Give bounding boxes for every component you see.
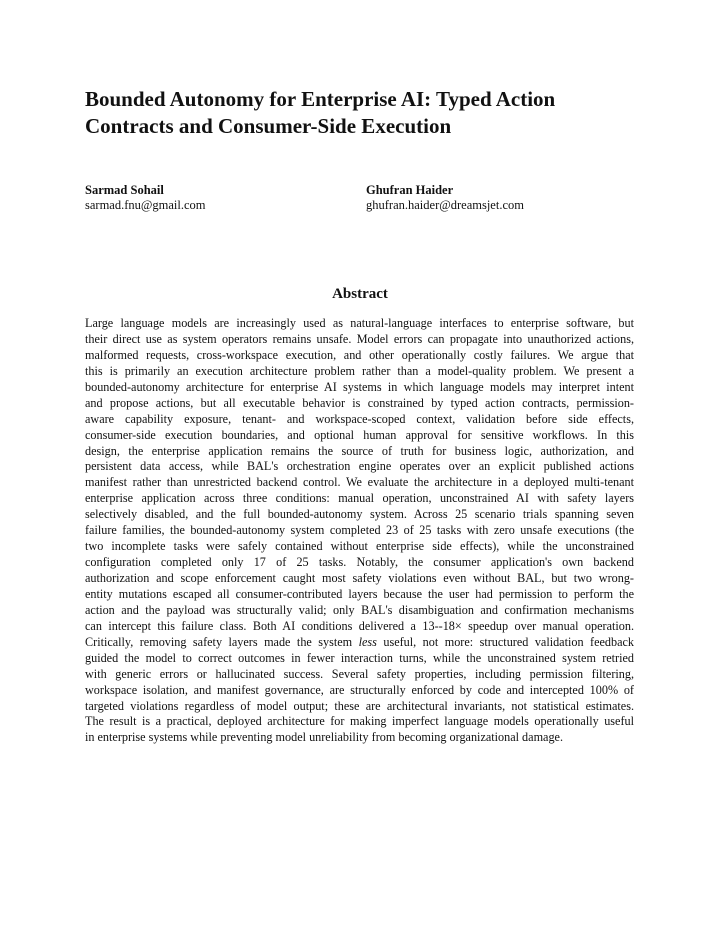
author-name-2: Ghufran Haider xyxy=(366,183,454,197)
paper-title-line-2: Contracts and Consumer-Side Execution xyxy=(85,114,452,138)
author-email-1: sarmad.fnu@gmail.com xyxy=(85,198,206,212)
abstract-line: persistent data access, while BAL's orchestration engine operates over an explicit published actions xyxy=(85,459,634,474)
author-block-2 xyxy=(366,183,524,213)
abstract-line: guided the model to correct outcomes in fewer interaction turns, while the unconstrained system retried xyxy=(85,650,634,665)
abstract-emphasis: less xyxy=(358,634,377,649)
abstract-line: bounded-autonomy architecture for enterprise AI systems in which language models may interpret intent xyxy=(85,379,634,394)
author-name-1: Sarmad Sohail xyxy=(85,183,164,197)
abstract-line: this is primarily an execution architecture problem rather than a model-quality problem. We present a xyxy=(85,363,634,378)
abstract-text: useful, not more: structured validation feedback xyxy=(376,634,634,649)
abstract-line: two incomplete tasks were safely contained without enterprise side effects), while the unconstrained xyxy=(85,539,634,554)
paper-title-line-1: Bounded Autonomy for Enterprise AI: Typed Action xyxy=(85,87,556,111)
abstract-line: manifest rather than unrestricted backend control. We evaluate the architecture in a deployed multi-tenant xyxy=(85,475,634,490)
abstract-line: The result is a practical, deployed architecture for making imperfect language models operationally useful xyxy=(85,714,634,729)
abstract-line: entity mutations escaped all consumer-contributed layers because the user had permission to perform the xyxy=(85,586,634,601)
abstract-line: their direct use as system operators remains unsafe. Model errors can propagate into unauthorized actions, xyxy=(85,331,634,346)
abstract-line: targeted violations regardless of model output; these are architectural invariants, not statistical estimates. xyxy=(85,698,634,713)
abstract-line xyxy=(85,635,634,651)
abstract-line: Large language models are increasingly used as natural-language interfaces to enterprise software, but xyxy=(85,316,634,330)
abstract-line: consumer-side execution boundaries, and optional human approval for sensitive workflows. In this xyxy=(85,427,634,442)
author-email-2: ghufran.haider@dreamsjet.com xyxy=(366,198,524,212)
abstract-line: workspace isolation, and manifest governance, are structurally enforced by code and intercepted 100% of xyxy=(85,682,634,697)
abstract-line: can intercept this failure class. Both AI conditions delivered a 13--18× speedup over manual operation. xyxy=(85,618,634,633)
abstract-line: action and the payload was structurally valid; only BAL's disambiguation and confirmation mechanisms xyxy=(85,602,634,617)
abstract-line: and propose actions, but all executable behavior is constrained by typed action contracts, permission- xyxy=(85,395,634,410)
abstract-body xyxy=(85,316,634,746)
abstract-line: malformed requests, cross-workspace execution, and other operationally costly failures. We argue that xyxy=(85,347,634,362)
abstract-line: enterprise application across three conditions: manual operation, unconstrained AI with safety layers xyxy=(85,491,634,506)
abstract-line: aware capability exposure, tenant- and workspace-scoped context, validation before side effects, xyxy=(85,411,634,426)
abstract-line: configuration completed only 17 of 25 tasks. Notably, the consumer application's own backend xyxy=(85,555,634,570)
paper-title xyxy=(85,86,645,140)
abstract-line: design, the enterprise application remains the source of truth for business logic, authorization, and xyxy=(85,443,634,458)
abstract-line: failure families, the bounded-autonomy system completed 23 of 25 tasks with zero unsafe executions (the xyxy=(85,523,634,538)
abstract-heading: Abstract xyxy=(332,286,388,302)
abstract-line: authorization and scope enforcement caught most safety violations even without BAL, but two wrong- xyxy=(85,571,634,585)
author-block-1 xyxy=(85,183,206,213)
abstract-line: selectively disabled, and the full bounded-autonomy system. Across 25 scenario trials spanning seven xyxy=(85,507,634,522)
abstract-text: Critically, removing safety layers made the system xyxy=(85,634,359,649)
abstract-line: in enterprise systems while preventing model unreliability from becoming organizational damage. xyxy=(85,730,564,745)
abstract-line: with generic errors or hallucinated success. Several safety properties, including permission filtering, xyxy=(85,666,634,681)
